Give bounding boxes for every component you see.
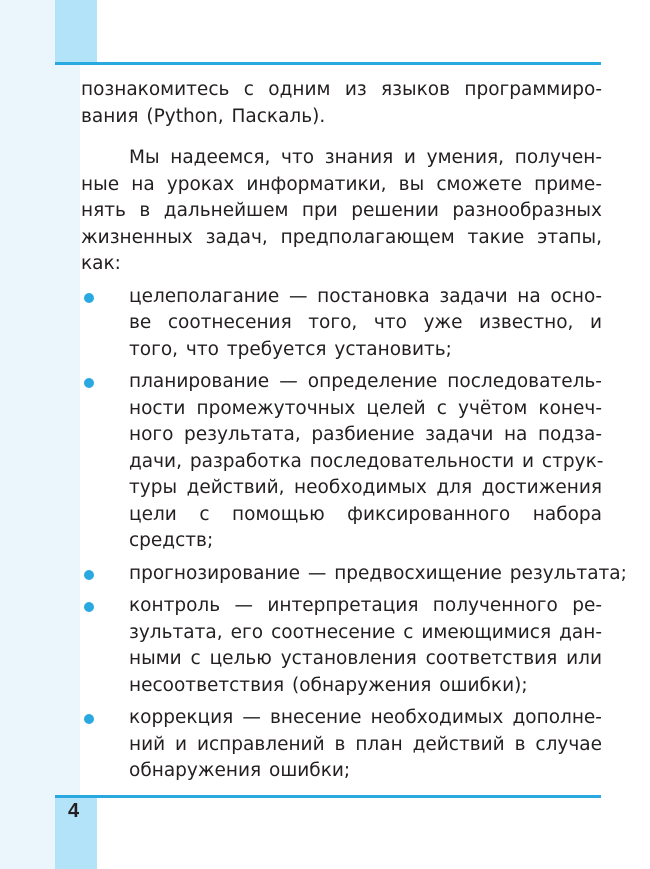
text-line: несоответствия (обнаружения ошибки); — [129, 674, 528, 696]
text-line: ности промежуточных целей с учётом конеч- — [129, 397, 602, 419]
text-line: туры действий, необходимых для достижения — [129, 477, 602, 498]
text-line: планирование — определение последователь- — [129, 371, 602, 392]
text-line: жизненных задач, предполагающем такие этапы, — [81, 226, 602, 248]
text-line: прогнозирование — предвосхищение результата; — [129, 562, 627, 584]
text-line: коррекция — внесение необходимых дополне- — [129, 707, 602, 728]
text-line: средств; — [129, 530, 214, 551]
text-line: как: — [81, 253, 121, 274]
text-line: ные на уроках информатики, вы сможете приме- — [81, 173, 602, 195]
text-line: обнаружения ошибки; — [129, 760, 351, 781]
text-line: целеполагание — постановка задачи на осно- — [129, 285, 602, 307]
page-number: 4 — [68, 800, 80, 822]
text-line: Мы надеемся, что знания и умения, получен- — [129, 147, 602, 168]
text-line: зультата, его соотнесение с имеющимися дан- — [129, 621, 602, 643]
bottom-rule — [55, 795, 601, 798]
text-line: нять в дальнейшем при решении разнообразных — [81, 200, 602, 221]
bullet-icon — [84, 378, 94, 388]
text-line: дачи, разработка последовательности и струк- — [129, 450, 604, 472]
text-line: вания (Python, Паскаль). — [81, 105, 326, 127]
top-margin-tab — [55, 0, 97, 63]
bullet-icon — [84, 602, 94, 612]
text-line: познакомитесь с одним из языков программиро- — [81, 79, 602, 100]
page-margin — [0, 0, 80, 869]
text-line: цели с помощью фиксированного набора — [129, 503, 602, 525]
text-line: того, что требуется установить; — [129, 338, 452, 360]
text-line: ного результата, разбиение задачи на подза- — [129, 424, 602, 445]
text-line: ве соотнесения того, что уже известно, и — [129, 312, 602, 333]
text-line: ний и исправлений в план действий в случае — [129, 733, 602, 755]
bullet-icon — [84, 293, 94, 303]
text-line: ными с целью установления соответствия или — [129, 648, 602, 669]
top-rule — [55, 62, 601, 65]
text-line: контроль — интерпретация полученного ре- — [129, 595, 602, 616]
bullet-icon — [84, 714, 94, 724]
bullet-icon — [84, 570, 94, 580]
